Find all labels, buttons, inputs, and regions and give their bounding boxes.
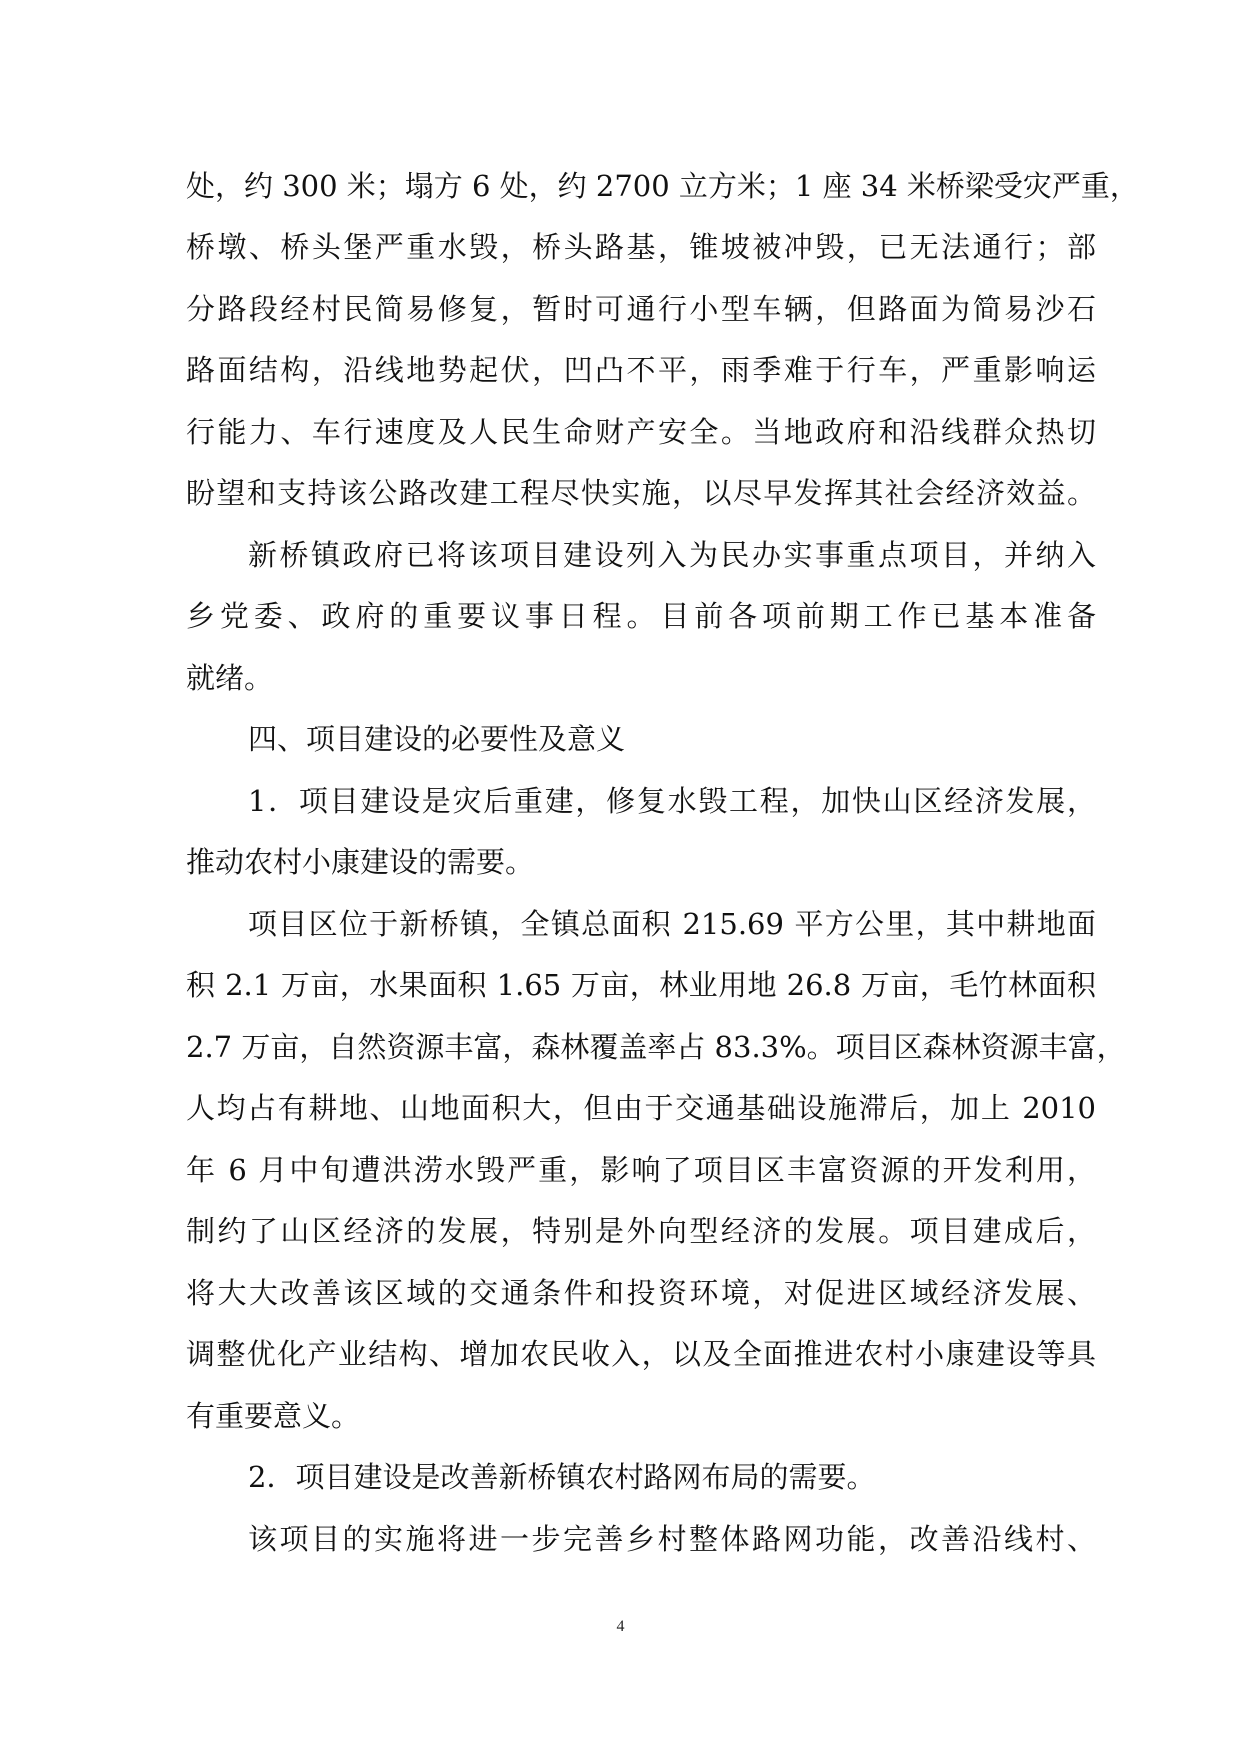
body-text-line: 人均占有耕地、山地面积大，但由于交通基础设施滞后，加上 2010 (186, 1091, 1096, 1125)
body-text-line: 处，约 300 米；塌方 6 处，约 2700 立方米；1 座 34 米桥梁受灾严重， (186, 169, 1139, 203)
body-text-line: 推动农村小康建设的需要。 (186, 845, 535, 879)
body-text-line: 有重要意义。 (186, 1399, 361, 1433)
body-text-line: 调整优化产业结构、增加农民收入，以及全面推进农村小康建设等具 (186, 1337, 1096, 1371)
page-number: 4 (616, 1618, 625, 1635)
body-text-line: 2.7 万亩，自然资源丰富，森林覆盖率占 83.3%。项目区森林资源丰富， (186, 1030, 1126, 1064)
body-text-line: 桥墩、桥头堡严重水毁，桥头路基，锥坡被冲毁，已无法通行；部 (186, 230, 1096, 264)
body-text-line: 乡党委、政府的重要议事日程。目前各项前期工作已基本准备 (186, 599, 1096, 633)
body-text-line: 分路段经村民简易修复，暂时可通行小型车辆，但路面为简易沙石 (186, 292, 1096, 326)
paragraph-first-line: 项目区位于新桥镇，全镇总面积 215.69 平方公里，其中耕地面 (248, 907, 1096, 941)
body-text-line: 行能力、车行速度及人民生命财产安全。当地政府和沿线群众热切 (186, 415, 1096, 449)
body-text-line: 就绪。 (186, 661, 274, 695)
subsection-heading: 1．项目建设是灾后重建，修复水毁工程，加快山区经济发展， (248, 784, 1096, 818)
body-text-line: 年 6 月中旬遭洪涝水毁严重，影响了项目区丰富资源的开发利用， (186, 1153, 1096, 1187)
subsection-heading: 2．项目建设是改善新桥镇农村路网布局的需要。 (248, 1460, 876, 1494)
paragraph-first-line: 新桥镇政府已将该项目建设列入为民办实事重点项目，并纳入 (248, 538, 1096, 572)
body-text-line: 积 2.1 万亩，水果面积 1.65 万亩，林业用地 26.8 万亩，毛竹林面积 (186, 968, 1096, 1002)
body-text-line: 路面结构，沿线地势起伏，凹凸不平，雨季难于行车，严重影响运 (186, 353, 1096, 387)
section-heading: 四、项目建设的必要性及意义 (248, 722, 626, 756)
body-text-line: 将大大改善该区域的交通条件和投资环境，对促进区域经济发展、 (186, 1276, 1096, 1310)
paragraph-first-line: 该项目的实施将进一步完善乡村整体路网功能，改善沿线村、 (248, 1522, 1096, 1556)
body-text-line: 盼望和支持该公路改建工程尽快实施，以尽早发挥其社会经济效益。 (186, 476, 1096, 510)
body-text-line: 制约了山区经济的发展，特别是外向型经济的发展。项目建成后， (186, 1214, 1096, 1248)
